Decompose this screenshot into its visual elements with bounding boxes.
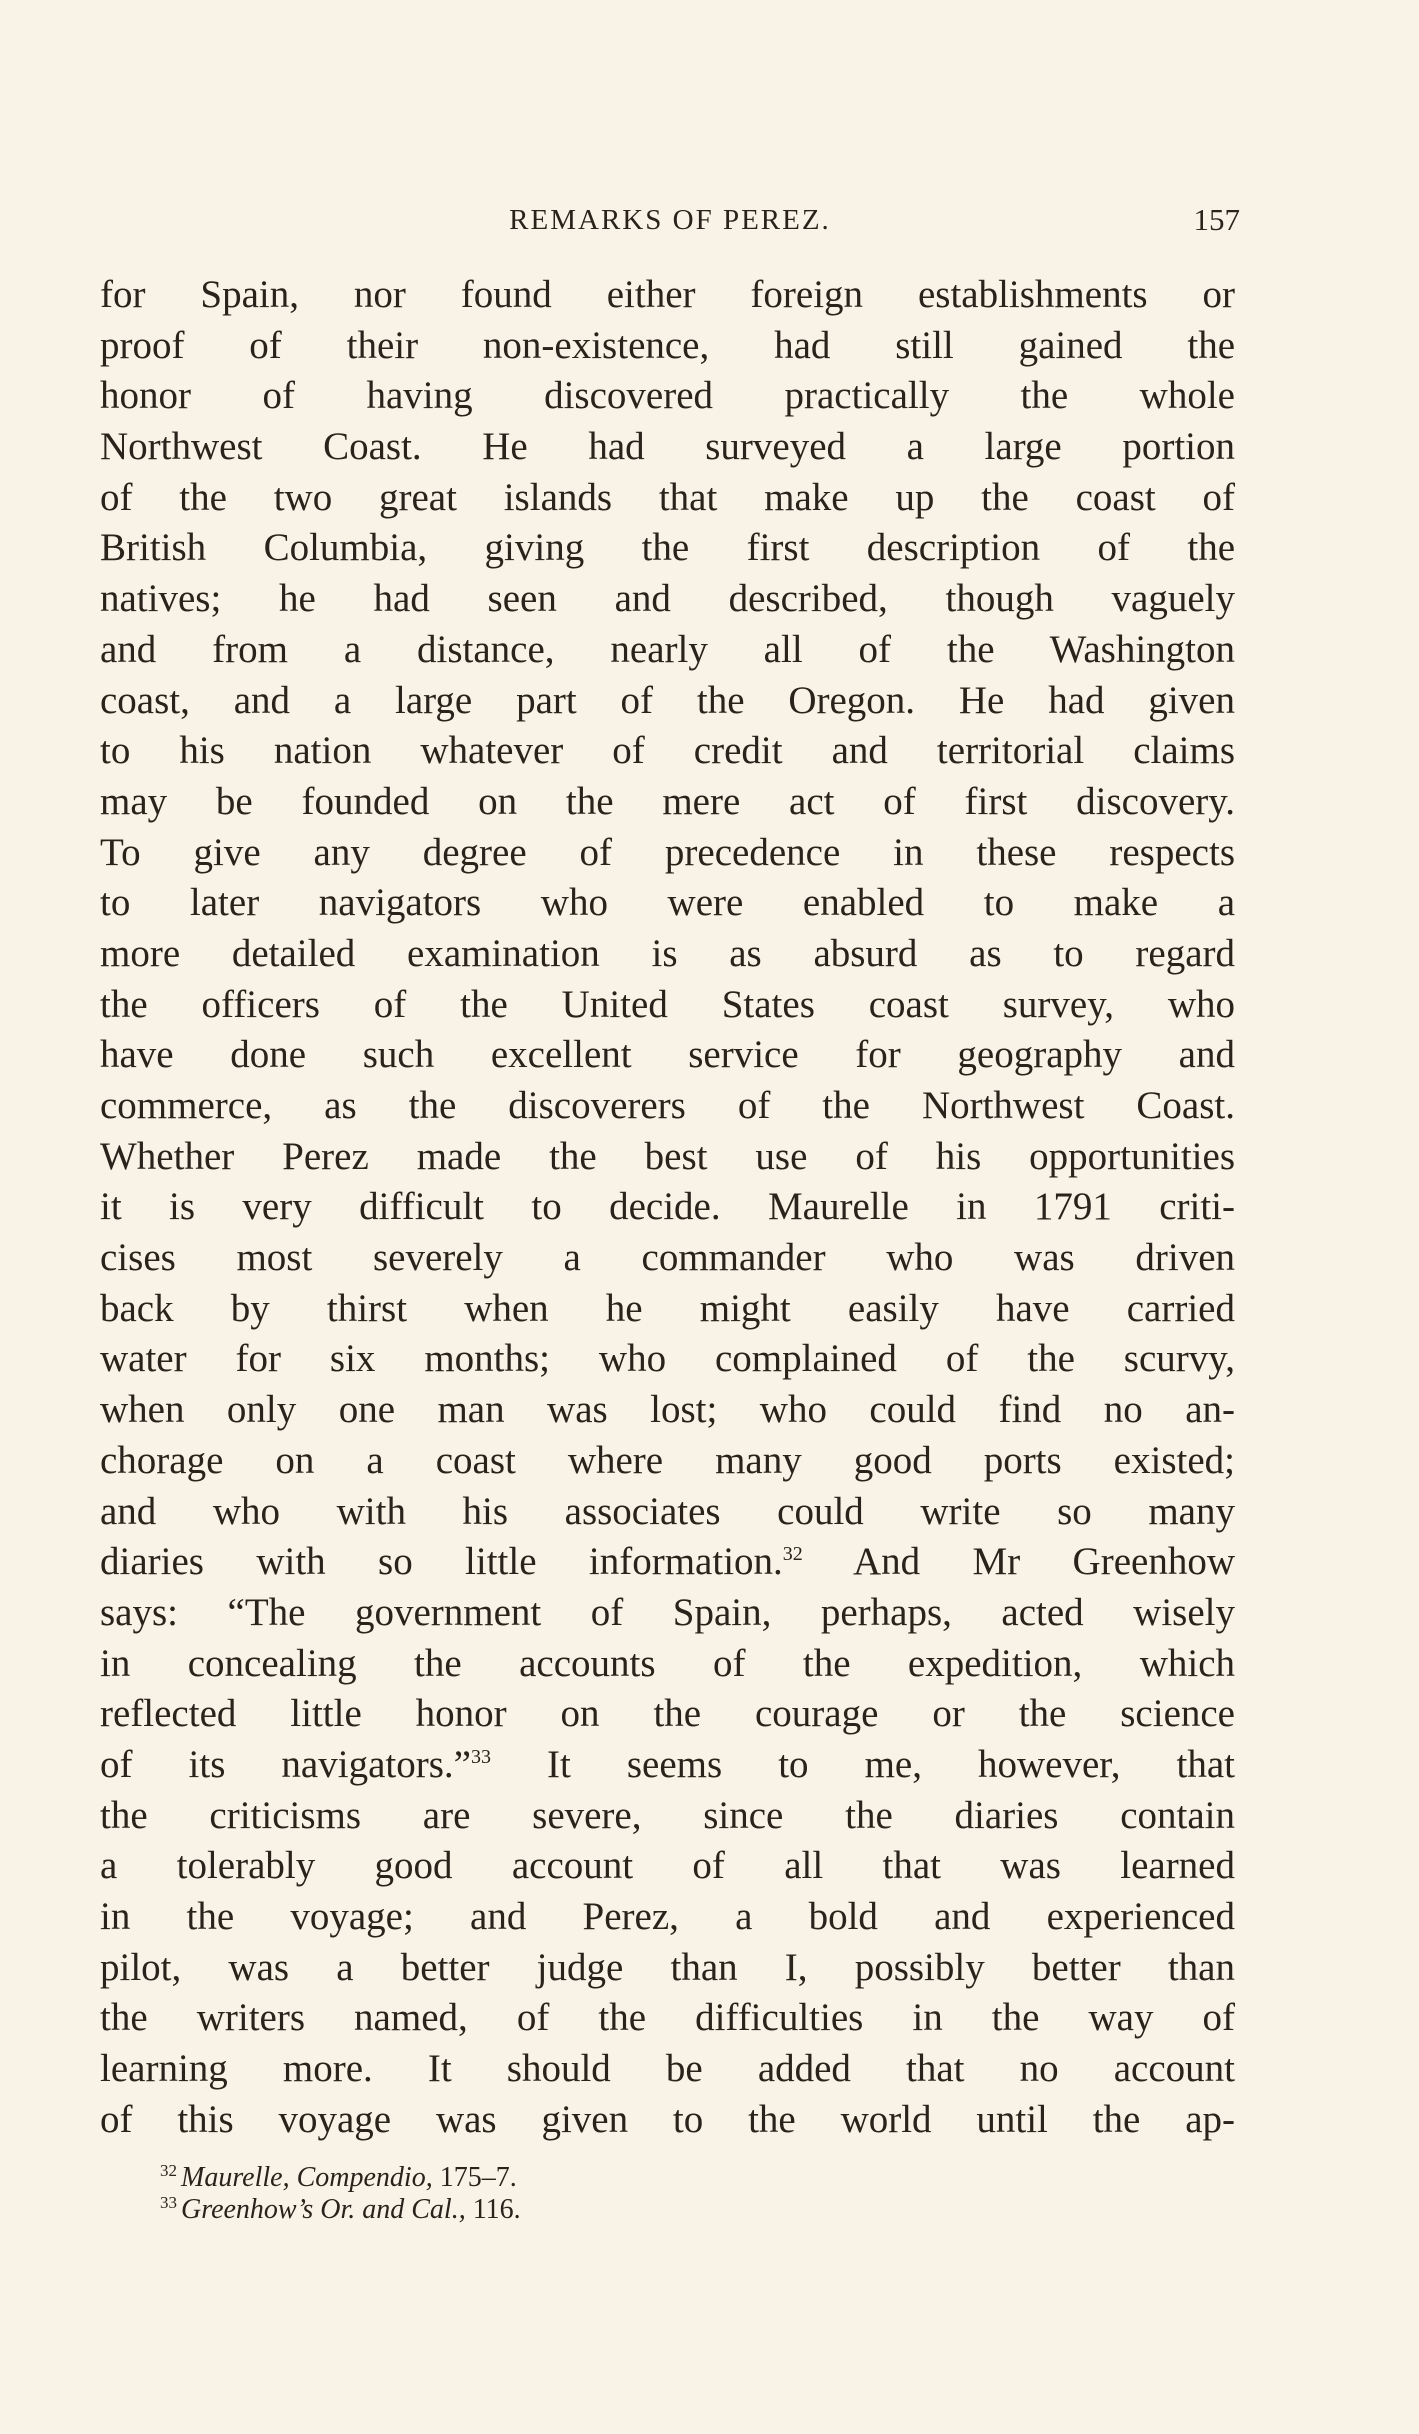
footnote-source: Greenhow’s Or. and Cal.,	[181, 2194, 466, 2225]
running-head	[100, 200, 1240, 240]
footnote-source: Maurelle, Compendio,	[181, 2162, 433, 2193]
text-line-content: British Columbia, giving the first description of the	[100, 526, 1235, 570]
text-fragment: It seems to me, however, that	[490, 1742, 1235, 1786]
text-fragment: And Mr Greenhow	[802, 1540, 1235, 1584]
text-line	[100, 574, 1235, 625]
text-line-content: the officers of the United States coast survey, who	[100, 982, 1235, 1026]
footnotes	[160, 2162, 1060, 2226]
footnote-location: 116.	[465, 2194, 521, 2225]
text-line-content: of the two great islands that make up the coast of	[100, 475, 1235, 519]
text-line-content: more detailed examination is as absurd as to regard	[100, 931, 1235, 975]
text-line-content: cises most severely a commander who was driven	[100, 1236, 1235, 1280]
text-line	[100, 980, 1235, 1031]
text-line	[100, 1334, 1235, 1385]
text-line	[100, 726, 1235, 777]
footnote-location: 175–7.	[432, 2162, 517, 2193]
text-line-content: may be founded on the mere act of first discovery.	[100, 779, 1235, 823]
text-line-content: Northwest Coast. He had surveyed a large portion	[100, 425, 1235, 469]
text-line	[100, 929, 1235, 980]
text-line	[100, 2095, 1235, 2146]
text-line-content: it is very difficult to decide. Maurelle in 1791 criti-	[100, 1185, 1235, 1229]
text-line	[100, 1182, 1235, 1233]
text-line-content: for Spain, nor found either foreign establishments or	[100, 273, 1235, 316]
text-line-content: the criticisms are severe, since the diaries contain	[100, 1793, 1235, 1837]
text-line	[100, 1689, 1235, 1740]
text-line	[100, 1132, 1235, 1183]
text-line	[100, 1030, 1235, 1081]
text-line-content: and who with his associates could write so many	[100, 1489, 1235, 1533]
text-line-content: natives; he had seen and described, though vaguely	[100, 577, 1235, 621]
footnote	[160, 2194, 1060, 2226]
running-title: REMARKS OF PEREZ.	[509, 204, 831, 236]
text-line-content: back by thirst when he might easily have carried	[100, 1286, 1235, 1330]
text-line	[100, 878, 1235, 929]
text-line	[100, 777, 1235, 828]
text-line	[100, 1537, 1235, 1588]
text-line	[100, 1740, 1235, 1791]
text-line	[100, 523, 1235, 574]
text-line-content: proof of their non-existence, had still gained the	[100, 323, 1235, 367]
text-line	[100, 321, 1235, 372]
footnote-ref: 33	[470, 1745, 491, 1768]
text-line-content: in the voyage; and Perez, a bold and experienced	[100, 1895, 1235, 1938]
text-line	[100, 473, 1235, 524]
text-line	[100, 1993, 1235, 2044]
text-line-content: to his nation whatever of credit and territorial claims	[100, 729, 1235, 773]
footnote-ref: 32	[782, 1543, 803, 1566]
text-line	[100, 422, 1235, 473]
text-line	[100, 1233, 1235, 1284]
text-line-content: the writers named, of the difficulties in the way of	[100, 1996, 1235, 2040]
text-line-content: when only one man was lost; who could find no an-	[100, 1388, 1235, 1432]
text-line	[100, 1841, 1235, 1892]
body-text	[100, 270, 1235, 2145]
text-line	[100, 2044, 1235, 2095]
footnote	[160, 2162, 1060, 2194]
text-line-content: coast, and a large part of the Oregon. He had given	[100, 678, 1235, 722]
text-line-content: water for six months; who complained of the scurvy,	[100, 1337, 1235, 1381]
text-line	[100, 270, 1235, 321]
text-line-content: To give any degree of precedence in these respects	[100, 830, 1235, 874]
text-line	[100, 1791, 1235, 1842]
text-line-content: a tolerably good account of all that was learned	[100, 1844, 1235, 1888]
text-line	[100, 1385, 1235, 1436]
text-line-content: chorage on a coast where many good ports existed;	[100, 1438, 1235, 1482]
text-line-content: pilot, was a better judge than I, possibly better than	[100, 1945, 1235, 1989]
text-fragment: of its navigators.”	[100, 1742, 471, 1786]
text-line	[100, 676, 1235, 727]
footnote-number: 33	[160, 2193, 177, 2212]
text-line	[100, 1487, 1235, 1538]
text-line-content: Whether Perez made the best use of his opportunities	[100, 1134, 1235, 1178]
text-line-content: learning more. It should be added that no account	[100, 2047, 1235, 2091]
text-line-content: to later navigators who were enabled to make a	[100, 881, 1235, 925]
text-line	[100, 1892, 1235, 1943]
text-line-content: commerce, as the discoverers of the Northwest Coast.	[100, 1084, 1235, 1127]
text-line	[100, 371, 1235, 422]
text-fragment: diaries with so little information.	[100, 1540, 783, 1584]
text-line-content: says: “The government of Spain, perhaps, acted wisely	[100, 1590, 1235, 1634]
text-line-content: honor of having discovered practically the whole	[100, 374, 1235, 418]
text-line	[100, 1081, 1235, 1132]
page-number: 157	[1193, 202, 1240, 237]
footnote-number: 32	[160, 2161, 177, 2180]
text-line	[100, 625, 1235, 676]
text-line-content: reflected little honor on the courage or the science	[100, 1692, 1235, 1736]
text-line-content: have done such excellent service for geography and	[100, 1033, 1235, 1077]
text-line-content: and from a distance, nearly all of the Washington	[100, 627, 1235, 671]
text-line-content: of this voyage was given to the world until the ap-	[100, 2097, 1235, 2141]
text-line	[100, 1436, 1235, 1487]
text-line	[100, 1943, 1235, 1994]
text-line	[100, 828, 1235, 879]
text-line	[100, 1588, 1235, 1639]
text-line	[100, 1639, 1235, 1690]
text-line	[100, 1284, 1235, 1335]
text-line-content: in concealing the accounts of the expedition, which	[100, 1641, 1235, 1685]
